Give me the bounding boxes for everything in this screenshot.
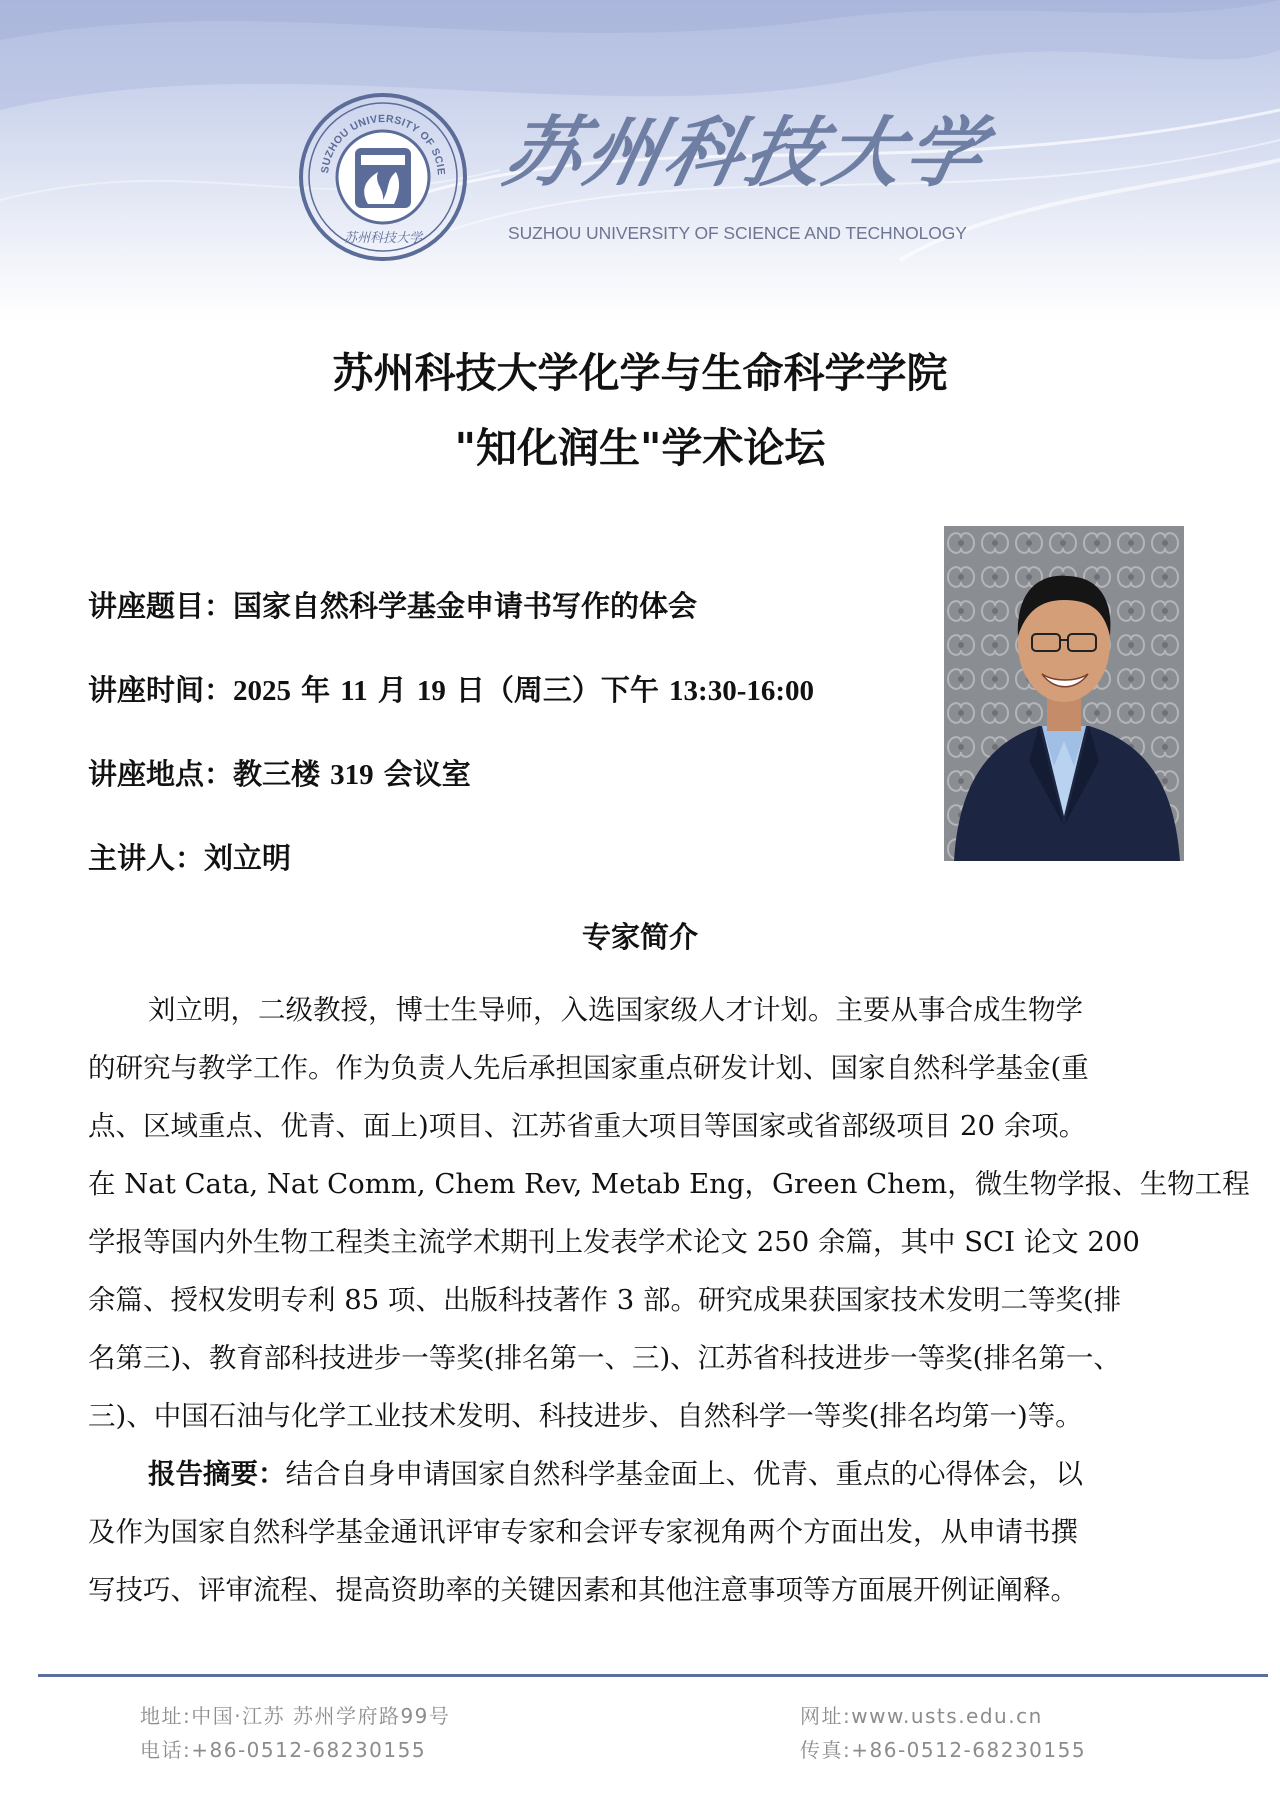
svg-text:苏州科技大学: 苏州科技大学 xyxy=(343,231,423,246)
lecture-hours: 13:30-16:00 xyxy=(669,675,815,707)
footer-phone: 电话:+86-0512-68230155 xyxy=(140,1738,427,1762)
abstract-line xyxy=(148,1451,1258,1491)
abstract-text: 结合自身申请国家自然科学基金面上、优青、重点的心得体会，以 xyxy=(285,1458,1083,1490)
bio-line: 刘立明，二级教授，博士生导师，入选国家级人才计划。主要从事合成生物学 xyxy=(148,994,1083,1026)
lecture-year: 2025 xyxy=(233,675,292,707)
footer-fax: 传真:+86-0512-68230155 xyxy=(800,1738,1087,1762)
page-title-line2: "知化润生"学术论坛 xyxy=(454,424,826,472)
footer-address: 地址:中国·江苏 苏州学府路99号 xyxy=(140,1704,451,1728)
lecture-topic-label: 讲座题目： xyxy=(88,589,234,623)
lecture-time-text: 日（周三）下午 xyxy=(445,673,670,707)
lecture-place-row xyxy=(88,752,471,793)
bio-line: 在 Nat Cata, Nat Comm, Chem Rev, Metab Eng，Green Chem，微生物学报、生物工程 xyxy=(88,1168,1250,1200)
lecture-month: 11 xyxy=(340,675,368,707)
svg-text:SUZHOU UNIVERSITY OF SCIENCE A: SUZHOU UNIVERSITY OF SCIE xyxy=(319,112,448,177)
bio-line: 点、区域重点、优青、面上)项目、江苏省重大项目等国家或省部级项目 20 余项。 xyxy=(88,1110,1087,1142)
lecture-speaker-row xyxy=(88,836,291,877)
university-name-english: SUZHOU UNIVERSITY OF SCIENCE AND TECHNOLOGY xyxy=(508,223,967,243)
bio-line: 名第三)、教育部科技进步一等奖(排名第一、三)、江苏省科技进步一等奖(排名第一、 xyxy=(88,1342,1121,1374)
lecture-topic-row xyxy=(88,584,697,625)
lecture-time-text: 月 xyxy=(367,673,417,707)
lecture-place-label: 讲座地点： xyxy=(88,757,234,791)
bio-line: 三)、中国石油与化学工业技术发明、科技进步、自然科学一等奖(排名均第一)等。 xyxy=(88,1400,1083,1432)
abstract-line: 及作为国家自然科学基金通讯评审专家和会评专家视角两个方面出发，从申请书撰 xyxy=(88,1516,1078,1548)
lecture-place-text: 会议室 xyxy=(373,757,471,791)
lecture-place-text: 教三楼 xyxy=(233,757,331,791)
university-seal-logo xyxy=(298,92,468,262)
abstract-line: 写技巧、评审流程、提高资助率的关键因素和其他注意事项等方面展开例证阐释。 xyxy=(88,1574,1078,1606)
footer-website: 网址:www.usts.edu.cn xyxy=(800,1704,1043,1728)
lecture-time-row xyxy=(88,668,814,709)
bio-line: 学报等国内外生物工程类主流学术期刊上发表学术论文 250 余篇，其中 SCI 论文 200 xyxy=(88,1226,1140,1258)
university-name-calligraphy: 苏州科技大学 xyxy=(496,108,996,197)
footer-divider xyxy=(38,1674,1268,1677)
lecture-speaker-label: 主讲人： xyxy=(88,841,205,875)
lecture-time-label: 讲座时间： xyxy=(88,673,234,707)
lecture-topic-value: 国家自然科学基金申请书写作的体会 xyxy=(233,589,698,623)
lecture-speaker-name: 刘立明 xyxy=(204,841,292,875)
expert-intro-heading: 专家简介 xyxy=(581,920,698,954)
lecture-day: 19 xyxy=(416,675,446,707)
bio-line: 的研究与教学工作。作为负责人先后承担国家重点研发计划、国家自然科学基金(重 xyxy=(88,1052,1089,1084)
speaker-photo xyxy=(944,526,1184,861)
abstract-label: 报告摘要： xyxy=(148,1458,286,1490)
lecture-room-number: 319 xyxy=(330,759,374,791)
page-title-line1: 苏州科技大学化学与生命科学学院 xyxy=(332,349,948,397)
lecture-time-text: 年 xyxy=(291,673,341,707)
bio-line: 余篇、授权发明专利 85 项、出版科技著作 3 部。研究成果获国家技术发明二等奖(排 xyxy=(88,1284,1122,1316)
